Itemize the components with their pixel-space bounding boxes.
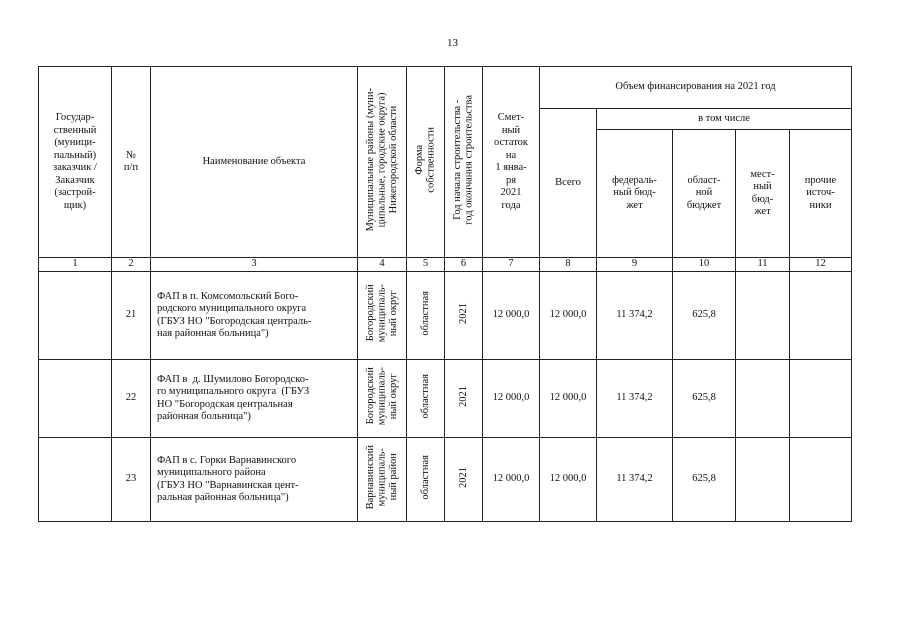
customer-cell [39,360,112,438]
object-name: ФАП в с. Горки Варнавинского муниципального района (ГБУЗ НО "Варнавинская цент- ральная районная больница") [151,438,358,522]
column-number: 5 [407,258,445,272]
total-cell: 12 000,0 [540,360,597,438]
column-number: 3 [151,258,358,272]
column-number: 8 [540,258,597,272]
federal-cell: 11 374,2 [597,272,673,360]
table-row [39,438,852,522]
header-financing: Объем финансирования на 2021 год [540,67,852,109]
customer-cell [39,438,112,522]
district-cell: Варнавинский муниципаль- ный район [358,438,407,522]
header-object-name: Наименование объекта [151,67,358,258]
header-ownership: Форма собственности [407,67,445,258]
column-numbers-row [39,258,852,272]
column-number: 1 [39,258,112,272]
ownership-cell: областная [407,272,445,360]
total-cell: 12 000,0 [540,438,597,522]
estimate-cell: 12 000,0 [483,438,540,522]
regional-cell: 625,8 [673,360,736,438]
header-total: Всего [540,109,597,258]
years-cell: 2021 [445,438,483,522]
local-cell [736,272,790,360]
financing-table [38,66,852,522]
estimate-cell: 12 000,0 [483,360,540,438]
column-number: 7 [483,258,540,272]
column-number: 6 [445,258,483,272]
header-estimate: Смет- ный остаток на 1 янва- ря 2021 года [483,67,540,258]
column-number: 9 [597,258,673,272]
regional-cell: 625,8 [673,438,736,522]
district-cell: Богородский муниципаль- ный округ [358,272,407,360]
ownership-cell: областная [407,360,445,438]
customer-cell [39,272,112,360]
ownership-cell: областная [407,438,445,522]
column-number: 4 [358,258,407,272]
regional-cell: 625,8 [673,272,736,360]
other-cell [790,438,852,522]
header-federal: федераль- ный бюд- жет [597,130,673,258]
table-row [39,360,852,438]
years-cell: 2021 [445,272,483,360]
local-cell [736,438,790,522]
table-row [39,272,852,360]
header-local: мест- ный бюд- жет [736,130,790,258]
column-number: 12 [790,258,852,272]
years-cell: 2021 [445,360,483,438]
header-number: № п/п [112,67,151,258]
row-number: 22 [112,360,151,438]
header-years: Год начала строительства - год окончания строительства [445,67,483,258]
other-cell [790,360,852,438]
column-number: 11 [736,258,790,272]
page-number: 13 [447,37,458,49]
local-cell [736,360,790,438]
header-regional: област- ной бюджет [673,130,736,258]
total-cell: 12 000,0 [540,272,597,360]
federal-cell: 11 374,2 [597,360,673,438]
column-number: 10 [673,258,736,272]
object-name: ФАП в п. Комсомольский Бого- родского муниципального округа (ГБУЗ НО "Богородская централь- ная районная больница") [151,272,358,360]
row-number: 21 [112,272,151,360]
row-number: 23 [112,438,151,522]
header-including: в том числе [597,109,852,130]
header-districts: Муниципальные районы (муни- ципальные, городские округа) Нижегородской области [358,67,407,258]
district-cell: Богородский муниципаль- ный округ [358,360,407,438]
federal-cell: 11 374,2 [597,438,673,522]
header-customer: Государ- ственный (муници- пальный) заказчик / Заказчик (застрой- щик) [39,67,112,258]
header-other: прочие источ- ники [790,130,852,258]
column-number: 2 [112,258,151,272]
other-cell [790,272,852,360]
object-name: ФАП в д. Шумилово Богородско- го муниципального округа (ГБУЗ НО "Богородская центральная районная больница") [151,360,358,438]
estimate-cell: 12 000,0 [483,272,540,360]
